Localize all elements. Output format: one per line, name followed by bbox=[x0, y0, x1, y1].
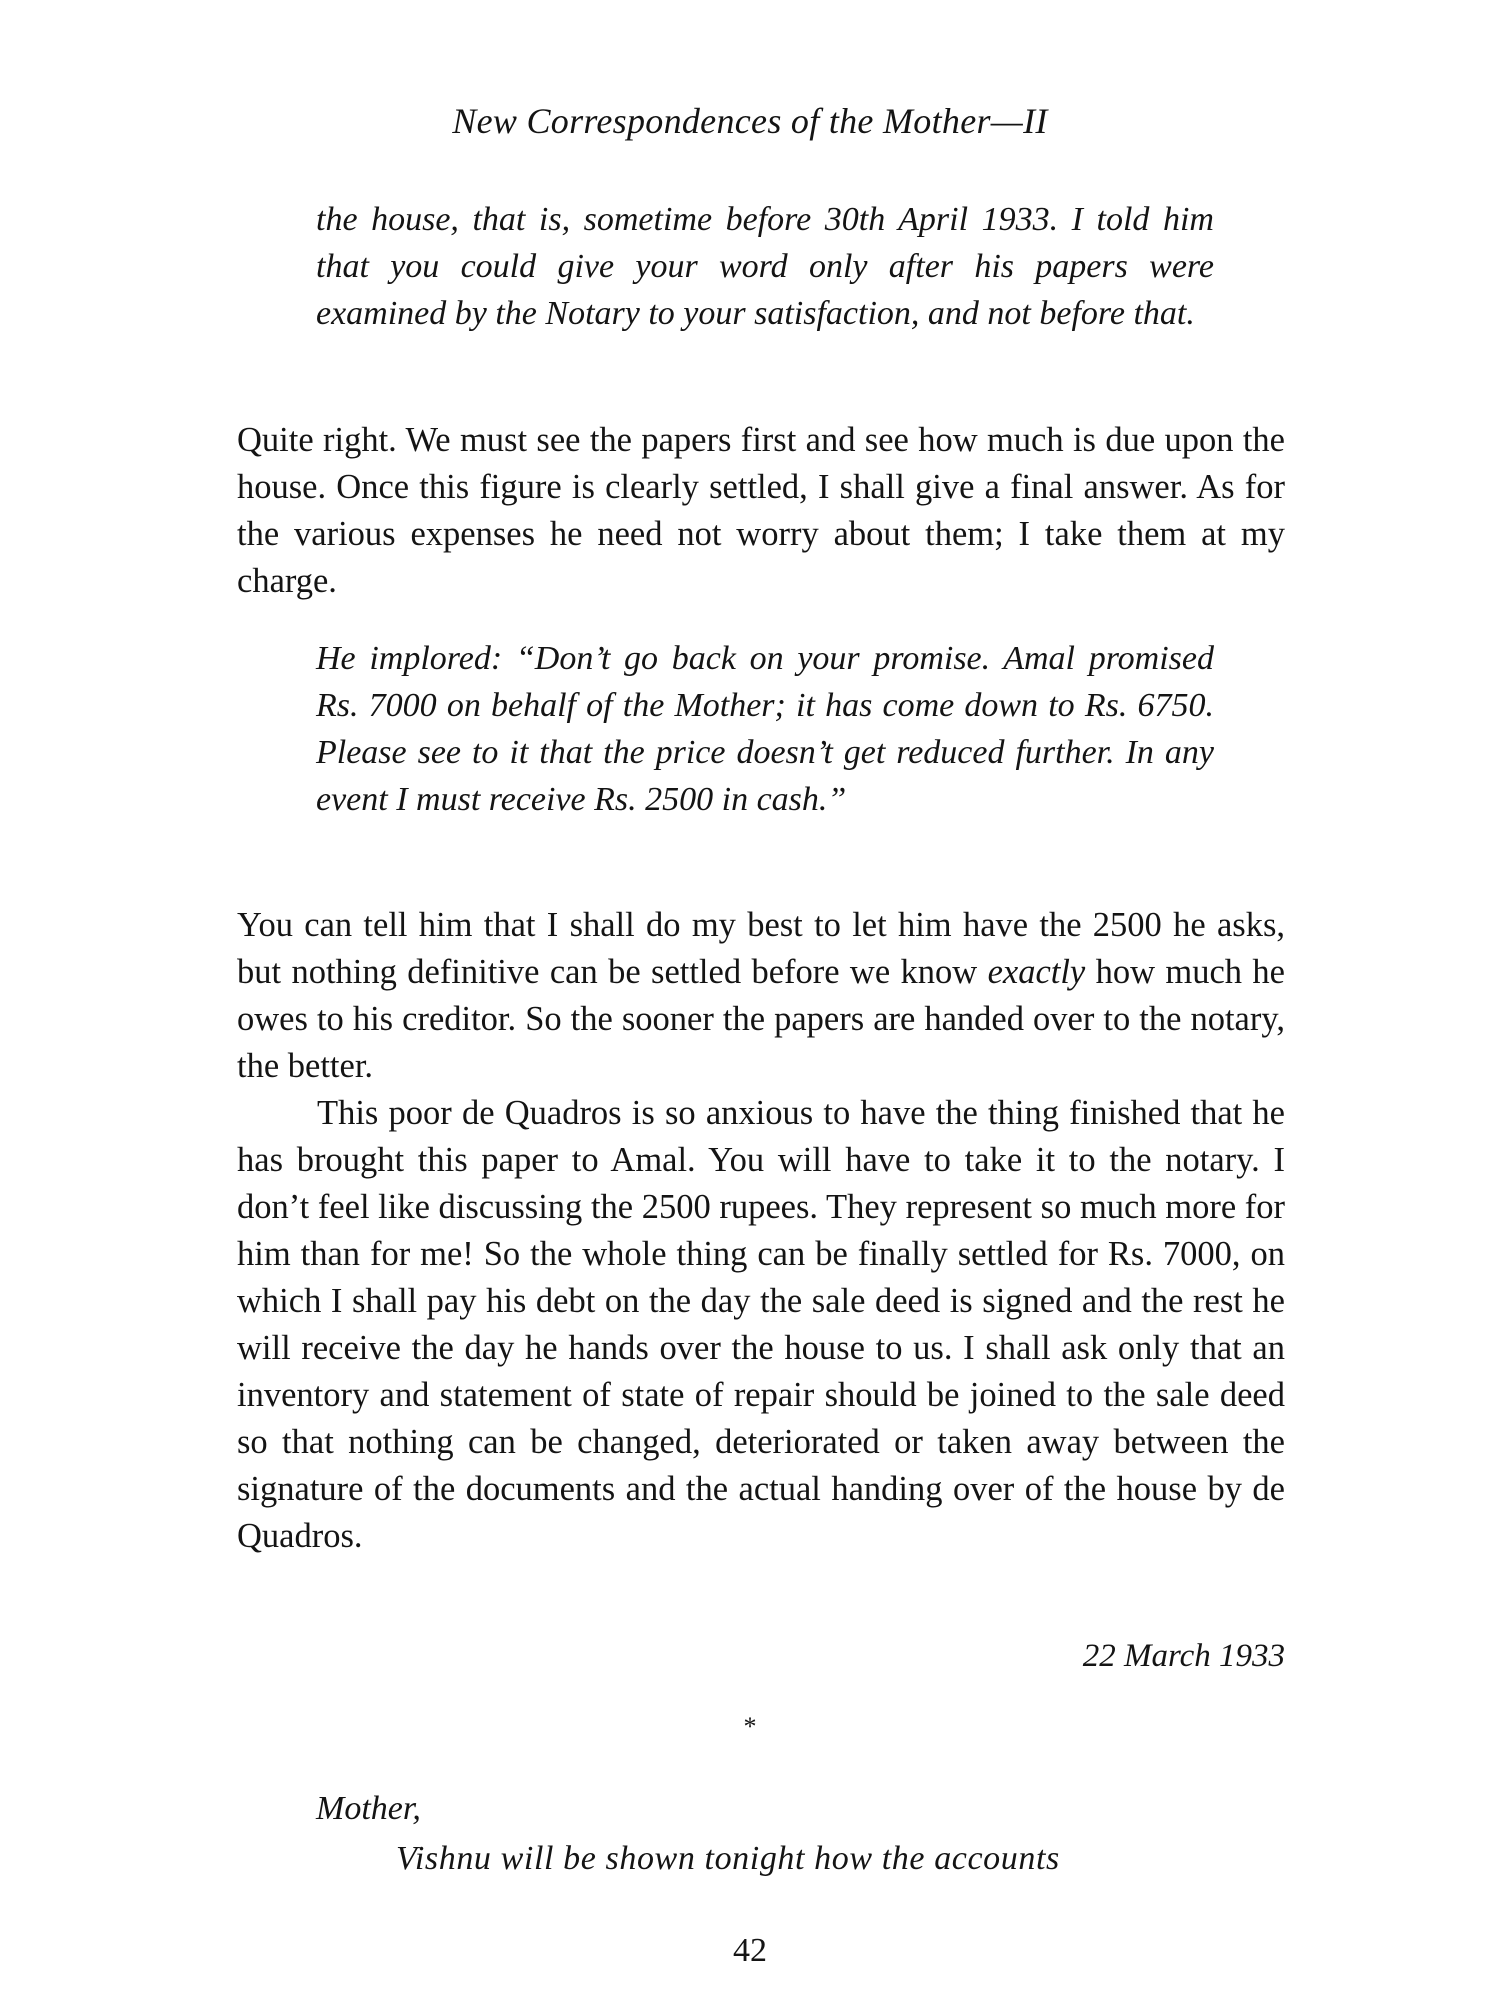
reply-paragraph-1: Quite right. We must see the papers first and see how much is due upon the house. Once this figure is clearly settled, I shall give a final answer. As for the various expenses he need not worry about them; I take them at my charge. bbox=[237, 421, 1285, 600]
reply-paragraph-3: This poor de Quadros is so anxious to have the thing finished that he has brought this paper to Amal. You will have to take it to the notary. I don’t feel like discussing the 2500 rupees. They represent so much more for him than for me! So the whole thing can be finally settled for Rs. 7000, on which I shall pay his debt on the day the sale deed is signed and the rest he will receive the day he hands over the house to us. I shall ask only that an inventory and statement of state of repair should be joined to the sale deed so that nothing can be changed, deteriorated or taken away between the signature of the documents and the actual handing over of the house by de Quadros. bbox=[237, 1094, 1285, 1555]
running-head: New Correspondences of the Mother—II bbox=[452, 101, 1048, 141]
section-separator: * bbox=[743, 1712, 757, 1741]
reply-paragraph-2 bbox=[237, 902, 1285, 1090]
reply-block-1 bbox=[237, 417, 1285, 605]
quoted-letter-1: the house, that is, sometime before 30th April 1933. I told him that you could give your word only after his papers were examined by the Notary to your satisfaction, and not before that. bbox=[316, 201, 1214, 332]
quoted-letter-2: He implored: “Don’t go back on your promise. Amal promised Rs. 7000 on behalf of the Mother; it has come down to Rs. 6750. Please see to it that the price doesn’t get reduced further. In any event I must receive Rs. 2500 in cash.” bbox=[316, 640, 1214, 818]
letter-date: 22 March 1933 bbox=[1082, 1638, 1285, 1674]
page-number: 42 bbox=[733, 1932, 767, 1969]
reply-2-emphasis: exactly bbox=[987, 953, 1086, 991]
reply-2-part-b: how much he owes to his creditor. So the sooner the papers are handed over to the notary, the better. bbox=[237, 953, 1285, 1085]
next-letter-line: Vishnu will be shown tonight how the accounts bbox=[396, 1840, 1060, 1877]
reply-block-2 bbox=[237, 902, 1285, 1560]
reply-2-part-a: You can tell him that I shall do my best to let him have the 2500 he asks, but nothing definitive can be settled before we know bbox=[237, 906, 1285, 991]
salutation: Mother, bbox=[316, 1790, 421, 1827]
